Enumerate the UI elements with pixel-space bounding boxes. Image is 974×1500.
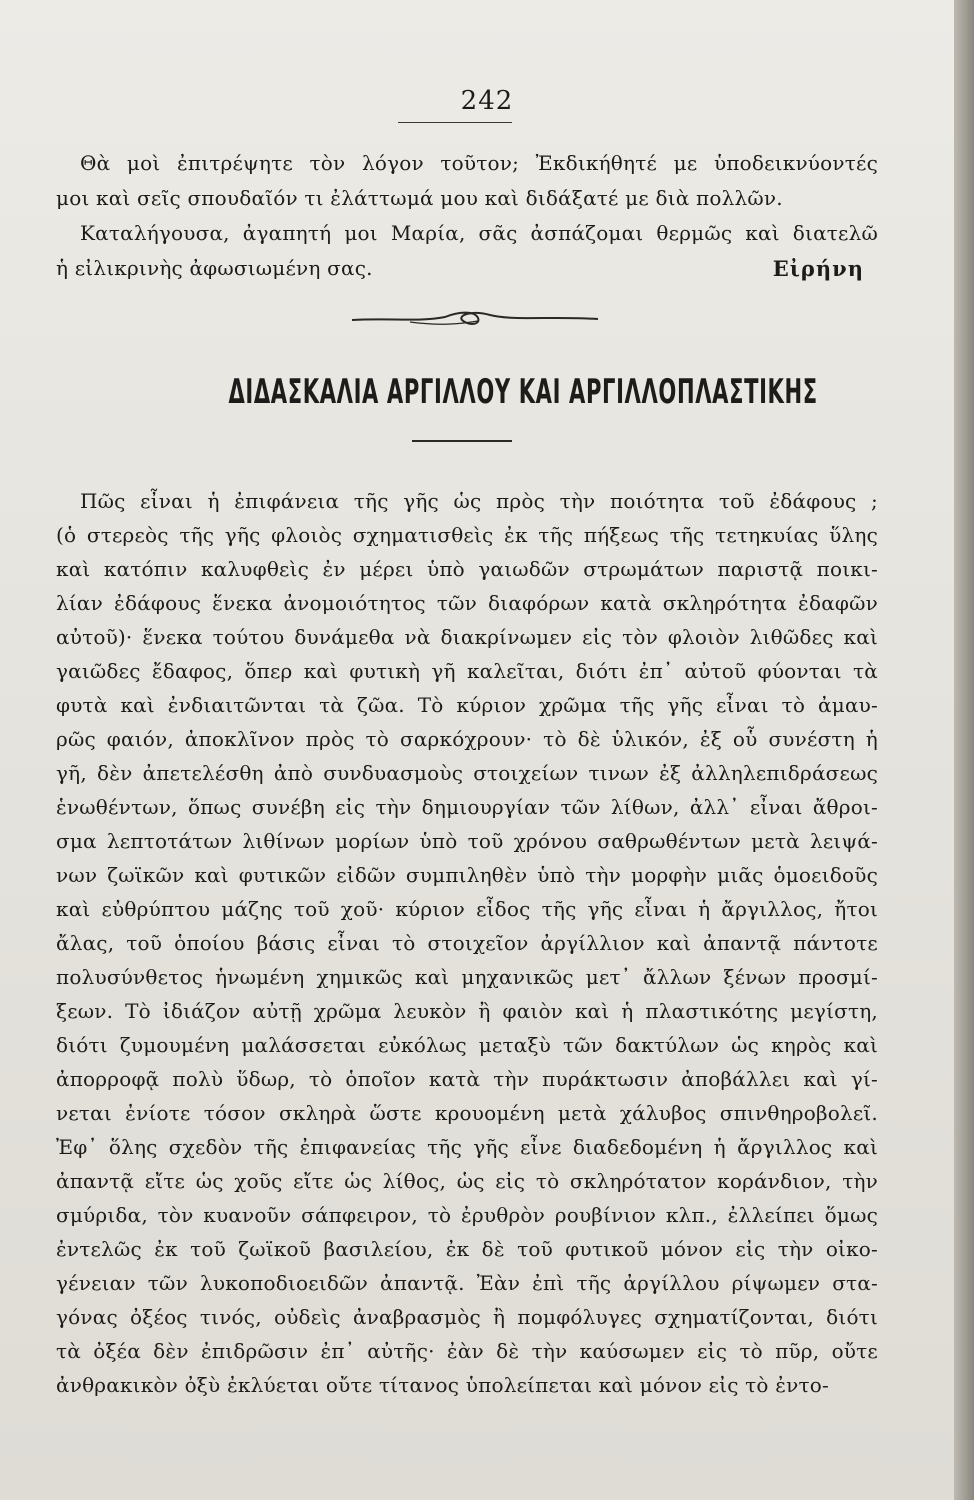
text-line: Πῶς εἶναι ἡ ἐπιφάνεια τῆς γῆς ὡς πρὸς τὴν ποιότητα τοῦ ἐδάφους ;: [80, 489, 878, 513]
text-line: νων ζωϊκῶν καὶ φυτικῶν εἰδῶν συμπιληθὲν ὑπὸ τὴν μορφὴν μιᾶς ὁμοειδοῦς: [56, 863, 878, 887]
text-line: τὰ ὀξέα δὲν ἐπιδρῶσιν ἐπ᾽ αὐτῆς· ἐὰν δὲ τὴν καύσωμεν εἰς τὸ πῦρ, οὔτε: [56, 1339, 878, 1363]
text-line: ἄλας, τοῦ ὁποίου βάσις εἶναι τὸ στοιχεῖον ἀργίλλιον καὶ ἀπαντᾷ πάντοτε: [56, 931, 878, 955]
text-line: γῆ, δὲν ἀπετελέσθη ἀπὸ συνδυασμοὺς στοιχείων τινων ἐξ ἀλληλεπιδράσεως: [56, 761, 878, 785]
text-line: γαιῶδες ἔδαφος, ὅπερ καὶ φυτικὴ γῆ καλεῖται, διότι ἐπ᾽ αὐτοῦ φύονται τὰ: [56, 659, 878, 683]
text-line: (ὁ στερεὸς τῆς γῆς φλοιὸς σχηματισθεὶς ἐκ τῆς πήξεως τῆς τετηκυίας ὕλης: [56, 523, 878, 547]
text-line: γένειαν τῶν λυκοποδιοειδῶν ἀπαντᾷ. Ἐὰν ἐπὶ τῆς ἀργίλλου ρίψωμεν στα-: [56, 1271, 878, 1295]
text-line: γόνας ὀξέος τινός, οὐδεὶς ἀναβρασμὸς ἢ πομφόλυγες σχηματίζονται, διότι: [56, 1305, 878, 1329]
text-line: διότι ζυμουμένη μαλάσσεται εὐκόλως μεταξὺ τῶν δακτύλων ὡς κηρὸς καὶ: [56, 1033, 878, 1057]
text-line: λίαν ἐδάφους ἕνεκα ἀνομοιότητος τῶν διαφόρων κατὰ σκληρότητα ἐδαφῶν: [56, 591, 878, 615]
text-line: φυτὰ καὶ ἐνδιαιτῶνται τὰ ζῶα. Τὸ κύριον χρῶμα τῆς γῆς εἶναι τὸ ἀμαυ-: [56, 693, 878, 717]
page-edge: [954, 0, 974, 1500]
text-line: καὶ κατόπιν καλυφθεὶς ἐν μέρει ὑπὸ γαιωδῶν στρωμάτων παριστᾷ ποικι-: [56, 557, 878, 581]
text-line: Θὰ μοὶ ἐπιτρέψητε τὸν λόγον τοῦτον; Ἐκδικήθητέ με ὑποδεικνύοντές: [80, 151, 878, 175]
text-line: σμύριδα, τὸν κυανοῦν σάπφειρον, τὸ ἐρυθρὸν ρουβίνιον κλπ., ἐλλείπει ὅμως: [56, 1203, 878, 1227]
text-line: ἀνθρακικὸν ὀξὺ ἐκλύεται οὔτε τίτανος ὑπολείπεται καὶ μόνον εἰς τὸ ἐντο-: [56, 1373, 829, 1397]
text-line: [56, 251, 878, 286]
signature: Εἰρήνη: [772, 256, 864, 281]
text-line: καὶ εὐθρύπτου μάζης τοῦ χοῦ· κύριον εἶδος τῆς γῆς εἶναι ἡ ἄργιλλος, ἤτοι: [56, 897, 878, 921]
text-line: ἀπαντᾷ εἴτε ὡς χοῦς εἴτε ὡς λίθος, ὡς εἰς τὸ σκληρότατον κοράνδιον, τὴν: [56, 1169, 878, 1193]
text-line: σμα λεπτοτάτων λιθίνων μορίων ὑπὸ τοῦ χρόνου σαθρωθέντων μετὰ λειψά-: [56, 829, 878, 853]
section-title: ΔΙΔΑΣΚΑΛΙΑ ΑΡΓΙΛΛΟΥ ΚΑΙ ΑΡΓΙΛΛΟΠΛΑΣΤΙΚΗΣ: [228, 372, 818, 412]
text-line: Καταλήγουσα, ἀγαπητή μοι Μαρία, σᾶς ἀσπάζομαι θερμῶς καὶ διατελῶ: [80, 221, 878, 245]
ornament-divider: [350, 306, 600, 330]
text-line: ρῶς φαιόν, ἀποκλῖνον πρὸς τὸ σαρκόχρουν· τὸ δὲ ὑλικόν, ἐξ οὗ συνέστη ἡ: [56, 727, 878, 751]
page-number: 242: [460, 86, 514, 116]
text-line: μοι καὶ σεῖς σπουδαῖόν τι ἐλάττωμά μου καὶ διδάξατέ με διὰ πολλῶν.: [56, 186, 783, 210]
page-number-rule: [398, 122, 512, 123]
text-line: ἀπορροφᾷ πολὺ ὕδωρ, τὸ ὁποῖον κατὰ τὴν πυράκτωσιν ἀποβάλλει καὶ γί-: [56, 1067, 878, 1091]
text-line: ἑνωθέντων, ὅπως συνέβη εἰς τὴν δημιουργίαν τῶν λίθων, ἀλλ᾽ εἶναι ἄθροι-: [56, 795, 878, 819]
body-text: [56, 484, 878, 1402]
letter-closing: [56, 146, 878, 286]
title-rule: [412, 440, 512, 442]
text-line: Ἐφ᾽ ὅλης σχεδὸν τῆς ἐπιφανείας τῆς γῆς εἶνε διαδεδομένη ἡ ἄργιλλος καὶ: [56, 1135, 878, 1159]
text-line: νεται ἐνίοτε τόσον σκληρὰ ὥστε κρουομένη μετὰ χάλυβος σπινθηροβολεῖ.: [56, 1101, 878, 1125]
text-line: πολυσύνθετος ἡνωμένη χημικῶς καὶ μηχανικῶς μετ᾽ ἄλλων ξένων προσμί-: [56, 965, 878, 989]
text-line: ξεων. Τὸ ἰδιάζον αὐτῇ χρῶμα λευκὸν ἢ φαιὸν καὶ ἡ πλαστικότης μεγίστη,: [56, 999, 878, 1023]
closing-phrase: ἡ εἰλικρινὴς ἀφωσιωμένη σας.: [56, 256, 373, 280]
text-line: αὐτοῦ)· ἕνεκα τούτου δυνάμεθα νὰ διακρίνωμεν εἰς τὸν φλοιὸν λιθῶδες καὶ: [56, 625, 878, 649]
text-line: ἐντελῶς ἐκ τοῦ ζωϊκοῦ βασιλείου, ἐκ δὲ τοῦ φυτικοῦ μόνον εἰς τὴν οἰκο-: [56, 1237, 878, 1261]
